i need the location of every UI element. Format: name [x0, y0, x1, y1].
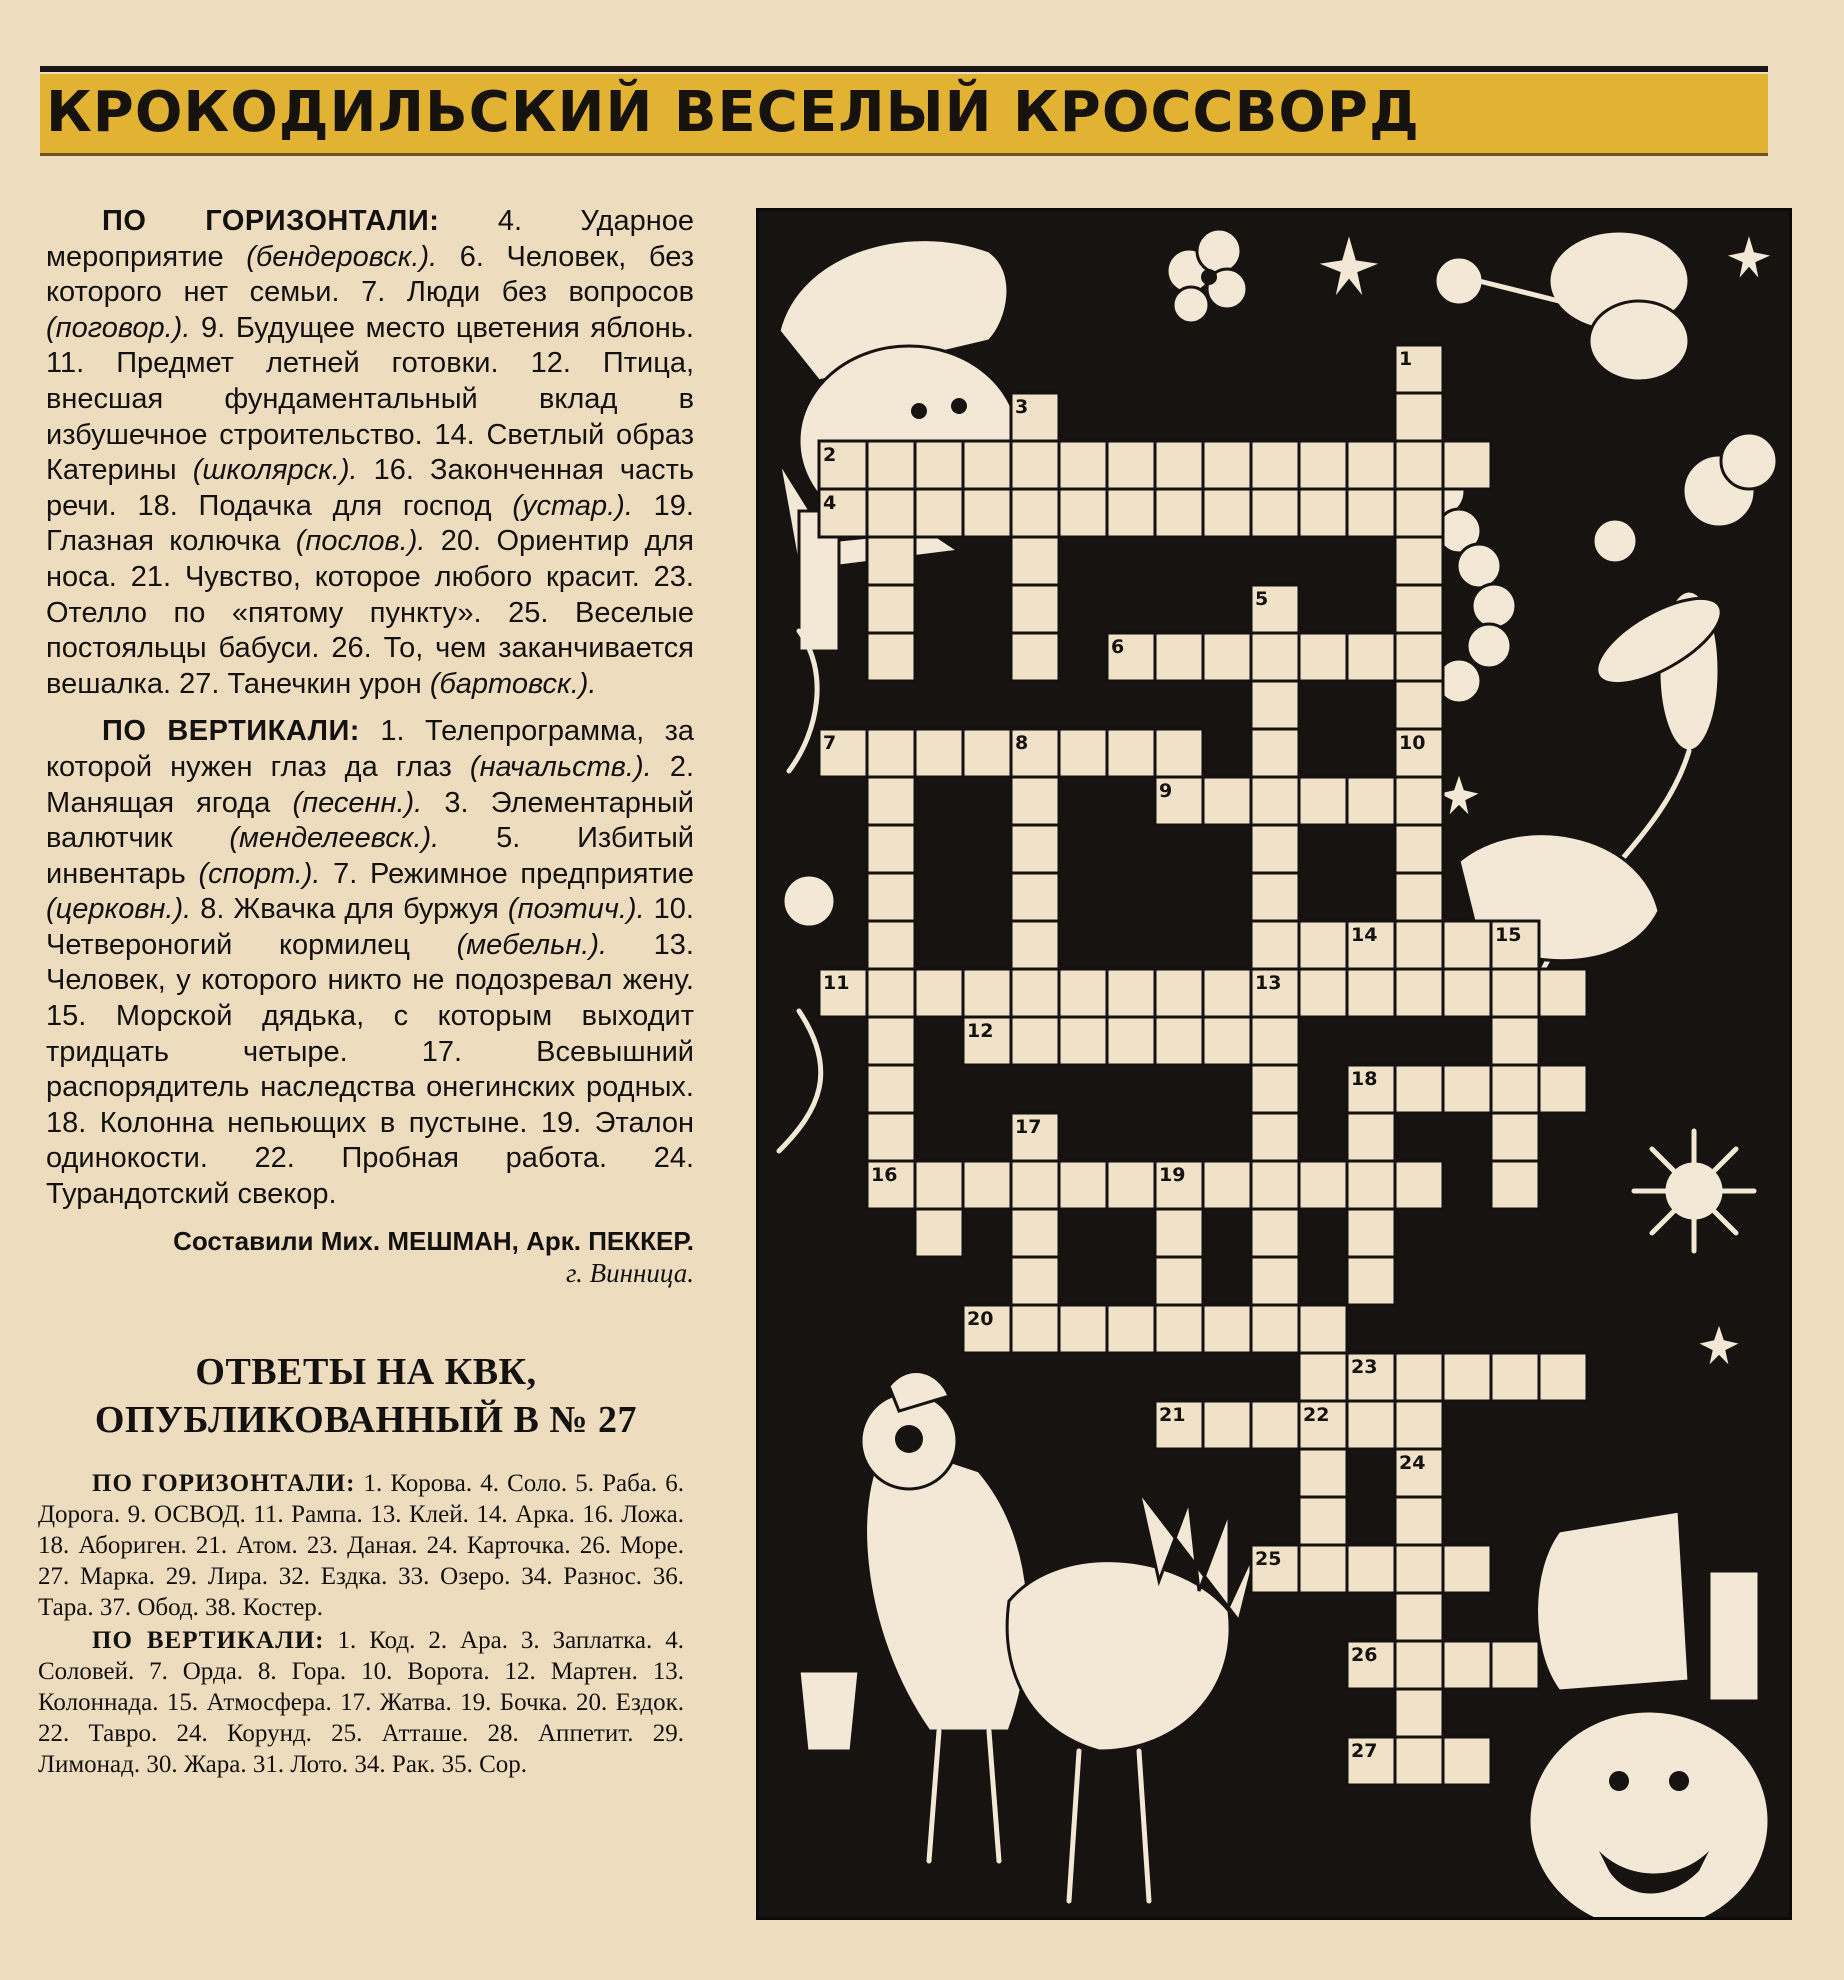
clue-text: Избитый инвентарь: [46, 822, 695, 890]
clue-number: 3.: [444, 786, 469, 819]
crossword-cell[interactable]: [915, 1161, 963, 1209]
clue-number: 21.: [130, 560, 172, 593]
crossword-cell[interactable]: [1011, 441, 1059, 489]
down-clue-8: [191, 893, 644, 925]
rooster-illustration: [861, 1372, 1029, 1861]
clue-note: (менделеевск.).: [229, 822, 440, 855]
clue-number: 7.: [361, 276, 386, 309]
crossword-cell[interactable]: [867, 729, 915, 777]
cell-number-19: 19: [1159, 1164, 1186, 1186]
crossword-cell[interactable]: [1107, 1017, 1155, 1065]
crossword-cell[interactable]: [867, 585, 915, 633]
crossword-cell[interactable]: [1107, 1161, 1155, 1209]
crossword-cell[interactable]: [1203, 633, 1251, 681]
crossword-cell[interactable]: [1155, 1209, 1203, 1257]
clue-number: 22.: [254, 1142, 295, 1175]
crossword-cell[interactable]: [915, 1209, 963, 1257]
crossword-cell[interactable]: [1443, 1737, 1491, 1785]
crossword-cell[interactable]: [1299, 489, 1347, 537]
crossword-cell[interactable]: [1395, 1065, 1443, 1113]
crossword-cell[interactable]: [1251, 1257, 1299, 1305]
crossword-cell[interactable]: [1059, 969, 1107, 1017]
clue-number: 24.: [653, 1142, 695, 1175]
crossword-cell[interactable]: [915, 489, 963, 537]
crossword-cell[interactable]: [1443, 1065, 1491, 1113]
across-clue-11: [46, 347, 499, 379]
crossword-panel: [756, 208, 1792, 1920]
crossword-cell[interactable]: [1347, 1401, 1395, 1449]
crossword-cell[interactable]: [1059, 441, 1107, 489]
clue-text: Чувство, которое любого красит.: [184, 560, 640, 593]
crossword-cell[interactable]: [1203, 1401, 1251, 1449]
down-clues: [46, 714, 694, 1212]
across-clue-27: [171, 668, 596, 700]
clue-text: Законченная часть речи.: [46, 454, 694, 522]
crossword-cell[interactable]: [1395, 1641, 1443, 1689]
cell-number-27: 27: [1351, 1740, 1378, 1762]
cell-number-18: 18: [1351, 1068, 1378, 1090]
clue-number: 5.: [496, 822, 521, 855]
clue-text: Птица, внесшая фундаментальный вклад в избушечное строительство.: [46, 347, 695, 451]
clue-note: (песенн.).: [292, 786, 423, 819]
clue-number: 9.: [201, 311, 226, 344]
crossword-cell[interactable]: [1011, 633, 1059, 681]
clue-number: 1.: [380, 715, 405, 748]
left-flower-illustrations: [779, 631, 835, 1151]
crossword-cell[interactable]: [1299, 441, 1347, 489]
crossword-cell[interactable]: [867, 969, 915, 1017]
clue-text: Подачка для господ: [198, 489, 492, 522]
crossword-cell[interactable]: [1251, 1065, 1299, 1113]
cell-number-16: 16: [871, 1164, 898, 1186]
clue-note: (церковн.).: [46, 893, 192, 926]
crossword-cell[interactable]: [1347, 1209, 1395, 1257]
clue-number: 8.: [200, 893, 225, 926]
cell-number-26: 26: [1351, 1644, 1378, 1666]
crossword-cell[interactable]: [1251, 729, 1299, 777]
crossword-cell[interactable]: [1443, 1353, 1491, 1401]
crossword-cell[interactable]: [1443, 1641, 1491, 1689]
cell-number-10: 10: [1399, 732, 1426, 754]
crossword-cell[interactable]: [1107, 489, 1155, 537]
cell-number-1: 1: [1399, 348, 1413, 370]
cell-number-14: 14: [1351, 924, 1378, 946]
clue-number: 7.: [333, 857, 358, 890]
crossword-cell[interactable]: [1251, 1305, 1299, 1353]
crossword-cell[interactable]: [1395, 681, 1443, 729]
crossword-cell[interactable]: [1011, 969, 1059, 1017]
crossword-cell[interactable]: [1299, 969, 1347, 1017]
cell-number-11: 11: [823, 972, 850, 994]
clue-text: Глазная колючка: [46, 525, 281, 558]
clue-text: Жвачка для буржуя: [233, 893, 499, 926]
crossword-cell[interactable]: [1251, 1113, 1299, 1161]
crossword-cell[interactable]: [1491, 1065, 1539, 1113]
crossword-cell[interactable]: [1539, 969, 1587, 1017]
crossword-cell[interactable]: [1059, 729, 1107, 777]
star-flower-illustration: [1634, 1131, 1754, 1251]
clue-number: 10.: [653, 893, 694, 926]
answers-across-heading: ПО ГОРИЗОНТАЛИ:: [92, 1470, 356, 1497]
title-band: [40, 74, 1768, 156]
crossword-cell[interactable]: [1011, 777, 1059, 825]
crossword-cell[interactable]: [1395, 825, 1443, 873]
clue-number: 25.: [508, 596, 549, 629]
cell-number-24: 24: [1399, 1452, 1426, 1474]
clue-text: Эталон одинокости.: [46, 1106, 694, 1175]
crossword-cell[interactable]: [1011, 1257, 1059, 1305]
crossword-cell[interactable]: [1395, 393, 1443, 441]
crossword-cell[interactable]: [1251, 489, 1299, 537]
clue-number: 19.: [653, 489, 694, 522]
crossword-cell[interactable]: [1011, 1209, 1059, 1257]
crossword-cell[interactable]: [1395, 969, 1443, 1017]
crossword-svg: [759, 211, 1792, 1920]
clue-text: Элементарный валютчик: [46, 786, 694, 855]
cell-number-5: 5: [1255, 588, 1269, 610]
crossword-cell[interactable]: [1395, 1689, 1443, 1737]
crossword-cell[interactable]: [1395, 633, 1443, 681]
clue-text: Четвероногий кормилец: [46, 928, 411, 961]
crossword-cell[interactable]: [1203, 489, 1251, 537]
crossword-cell[interactable]: [1011, 1305, 1059, 1353]
crossword-cell[interactable]: [1203, 1161, 1251, 1209]
crossword-cell[interactable]: [1011, 825, 1059, 873]
crossword-cell[interactable]: [1443, 969, 1491, 1017]
crossword-cell[interactable]: [1251, 1209, 1299, 1257]
clue-number: 16.: [373, 454, 414, 487]
clue-text: Морской дядька, с которым выходит тридцать четыре.: [46, 1000, 695, 1068]
cell-number-4: 4: [823, 492, 837, 514]
crossword-cell[interactable]: [1155, 1257, 1203, 1305]
down-clue-list: [46, 715, 694, 1210]
crossword-cell[interactable]: [1251, 1161, 1299, 1209]
title-rule: [40, 66, 1768, 72]
crossword-cell[interactable]: [1299, 1497, 1347, 1545]
cell-number-25: 25: [1255, 1548, 1282, 1570]
crossword-cell[interactable]: [1251, 921, 1299, 969]
crossword-cell[interactable]: [1491, 1113, 1539, 1161]
clue-number: 18.: [46, 1106, 87, 1139]
clue-text: Предмет летней готовки.: [116, 347, 499, 380]
clue-note: (начальств.).: [469, 750, 652, 783]
across-clue-9: [190, 312, 694, 344]
crossword-cell[interactable]: [1299, 1353, 1347, 1401]
clue-note: (устар.).: [512, 489, 633, 522]
crossword-cell[interactable]: [1251, 825, 1299, 873]
clue-number: 12.: [530, 347, 571, 380]
clue-note: (спорт.).: [198, 857, 321, 890]
crossword-cell[interactable]: [1011, 921, 1059, 969]
down-clue-22: [208, 1142, 607, 1174]
crossword-cell[interactable]: [1011, 1017, 1059, 1065]
crossword-cell[interactable]: [1203, 969, 1251, 1017]
crossword-cell[interactable]: [867, 537, 915, 585]
crossword-cell[interactable]: [1395, 1545, 1443, 1593]
bald-man-illustration: [1529, 1711, 1769, 1920]
clue-text: Режимное предприятие: [370, 857, 695, 890]
crossword-cell[interactable]: [1059, 1161, 1107, 1209]
crossword-cell[interactable]: [963, 489, 1011, 537]
clue-number: 15.: [46, 1000, 87, 1033]
crossword-cell[interactable]: [1491, 1353, 1539, 1401]
crossword-cell[interactable]: [1491, 1641, 1539, 1689]
crossword-cell[interactable]: [1395, 1497, 1443, 1545]
turkey-illustration: [1007, 1491, 1259, 1901]
down-heading: ПО ВЕРТИКАЛИ:: [102, 715, 360, 748]
clue-text: Телепрограмма, за которой нужен глаз да глаз: [46, 715, 694, 783]
clue-text: Колонна непьющих в пустыне.: [99, 1106, 528, 1139]
crossword-cell[interactable]: [1299, 1449, 1347, 1497]
crossword-cell[interactable]: [1203, 441, 1251, 489]
crossword-cell[interactable]: [867, 489, 915, 537]
crossword-cell[interactable]: [1155, 969, 1203, 1017]
crossword-cell[interactable]: [1347, 441, 1395, 489]
clue-text: Пробная работа.: [341, 1142, 608, 1175]
clue-text: Ударное мероприятие: [46, 205, 694, 273]
clue-note: (поговор.).: [46, 311, 191, 344]
down-clue-18: [46, 1107, 527, 1139]
clue-text: Отелло по «пятому пункту».: [46, 596, 482, 629]
answers-block: [38, 1468, 684, 1782]
crossword-cell[interactable]: [1203, 1305, 1251, 1353]
clue-number: 14.: [434, 418, 475, 451]
clue-text: Манящая ягода: [46, 786, 271, 819]
crossword-cell[interactable]: [1299, 777, 1347, 825]
crossword-cell[interactable]: [867, 825, 915, 873]
crossword-cell[interactable]: [1491, 1161, 1539, 1209]
crossword-cell[interactable]: [963, 1161, 1011, 1209]
crossword-cell[interactable]: [1395, 777, 1443, 825]
crossword-cell[interactable]: [1155, 729, 1203, 777]
crossword-cell[interactable]: [1347, 633, 1395, 681]
crossword-cell[interactable]: [1011, 537, 1059, 585]
clue-number: 23.: [653, 560, 694, 593]
clue-note: (мебельн.).: [456, 928, 608, 961]
bucket-illustration: [799, 1671, 859, 1751]
crossword-cell[interactable]: [1251, 1017, 1299, 1065]
clue-number: 20.: [440, 525, 482, 558]
crossword-cell[interactable]: [1251, 633, 1299, 681]
crossword-cell[interactable]: [1251, 873, 1299, 921]
clue-number: 13.: [653, 928, 694, 961]
across-clue-list: [46, 205, 694, 700]
crossword-cell[interactable]: [915, 441, 963, 489]
crossword-cell[interactable]: [1011, 873, 1059, 921]
crossword-cell[interactable]: [1539, 1065, 1587, 1113]
crossword-cell[interactable]: [1395, 1593, 1443, 1641]
clues-column: [46, 204, 694, 1289]
clue-number: 11.: [46, 347, 85, 380]
crossword-cell[interactable]: [1395, 873, 1443, 921]
answers-across-text: 1. Корова. 4. Соло. 5. Раба. 6. Дорога. 9. ОСВОД. 11. Рампа. 13. Клей. 14. Арка. 16. Ложа. 18. Абориген. 21. Атом. 23. Даная. 24. Карточка. 26. Море. 27. Марка. 29. Лира. 32. Ездка. 33. Озеро. 34. Разнос. 36. Тара. 37. Обод. 38. Костер.: [38, 1470, 685, 1621]
crossword-cell[interactable]: [1155, 633, 1203, 681]
crossword-cell[interactable]: [1203, 1017, 1251, 1065]
crossword-cell[interactable]: [1299, 921, 1347, 969]
crossword-cell[interactable]: [1299, 633, 1347, 681]
answers-down-heading: ПО ВЕРТИКАЛИ:: [92, 1627, 325, 1654]
crossword-cell[interactable]: [963, 969, 1011, 1017]
crossword-cell[interactable]: [1443, 1545, 1491, 1593]
crossword-cell[interactable]: [1347, 777, 1395, 825]
crossword-cell[interactable]: [1251, 777, 1299, 825]
crossword-cell[interactable]: [1011, 585, 1059, 633]
across-clue-18: [117, 490, 633, 522]
flower-illustration-top: [1167, 229, 1247, 323]
crossword-cell[interactable]: [1059, 1305, 1107, 1353]
crossword-cell[interactable]: [915, 729, 963, 777]
answers-title: [36, 1348, 696, 1444]
clue-number: 27.: [179, 667, 220, 700]
crossword-cell[interactable]: [867, 1113, 915, 1161]
cell-number-2: 2: [823, 444, 837, 466]
clue-text: Человек, без которого нет семьи.: [46, 240, 694, 309]
crossword-cell[interactable]: [1155, 1305, 1203, 1353]
clue-number: 2.: [669, 750, 694, 783]
crossword-cell[interactable]: [1299, 1545, 1347, 1593]
clue-text: Танечкин урон: [227, 667, 422, 700]
crossword-cell[interactable]: [1395, 441, 1443, 489]
across-clues: [46, 204, 694, 702]
across-clue-21: [117, 561, 640, 593]
crossword-cell[interactable]: [1347, 969, 1395, 1017]
cell-number-8: 8: [1015, 732, 1029, 754]
clue-text: Веселые постояльцы бабуси.: [46, 596, 695, 665]
cell-number-20: 20: [967, 1308, 994, 1330]
clue-text: Люди без вопросов: [406, 276, 694, 309]
cell-number-9: 9: [1159, 780, 1173, 802]
crossword-cell[interactable]: [1203, 777, 1251, 825]
crossword-cell[interactable]: [1395, 921, 1443, 969]
crossword-cell[interactable]: [1251, 1401, 1299, 1449]
clue-note: (послов.).: [295, 525, 426, 558]
crossword-cell[interactable]: [1251, 681, 1299, 729]
clue-number: 26.: [331, 632, 372, 665]
answers-down: [38, 1625, 684, 1780]
crossword-cell[interactable]: [1443, 921, 1491, 969]
clue-text: Всевышний распорядитель наследства онегинских родных.: [46, 1035, 695, 1104]
crossword-cell[interactable]: [1107, 969, 1155, 1017]
crossword-cell[interactable]: [963, 441, 1011, 489]
crossword-cell[interactable]: [1395, 1353, 1443, 1401]
clue-text: То, чем заканчивается вешалка.: [46, 632, 694, 700]
answers-title-line-2: ОПУБЛИКОВАННЫЙ В № 27: [94, 1399, 638, 1441]
clue-number: 18.: [137, 489, 178, 522]
crossword-cell[interactable]: [1395, 489, 1443, 537]
cell-number-23: 23: [1351, 1356, 1378, 1378]
crossword-cell[interactable]: [867, 921, 915, 969]
crossword-cell[interactable]: [1155, 1017, 1203, 1065]
clue-text: Человек, у которого никто не подозревал жену.: [46, 964, 694, 997]
crossword-cell[interactable]: [867, 441, 915, 489]
crossword-cell[interactable]: [867, 1065, 915, 1113]
crossword-cell[interactable]: [867, 777, 915, 825]
cell-number-6: 6: [1111, 636, 1125, 658]
clue-note: (поэтич.).: [507, 893, 645, 926]
crossword-cell[interactable]: [1299, 1305, 1347, 1353]
crossword-cell[interactable]: [1395, 537, 1443, 585]
clue-text: Турандотский свекор.: [46, 1178, 337, 1211]
clue-text: Светлый образ Катерины: [46, 418, 694, 487]
clue-note: (бендеровск.).: [246, 240, 438, 273]
crossword-cell[interactable]: [1347, 1113, 1395, 1161]
crossword-cell[interactable]: [1155, 489, 1203, 537]
crossword-cell[interactable]: [1155, 441, 1203, 489]
crossword-cell[interactable]: [1059, 489, 1107, 537]
answers-across: [38, 1468, 684, 1623]
page-title: КРОКОДИЛЬСКИЙ ВЕСЕЛЫЙ КРОССВОРД: [46, 80, 1420, 145]
across-heading: ПО ГОРИЗОНТАЛИ:: [102, 205, 440, 237]
cell-number-17: 17: [1015, 1116, 1042, 1138]
clue-number: 19.: [540, 1106, 582, 1139]
crossword-cell[interactable]: [1107, 441, 1155, 489]
clue-note: (школярск.).: [192, 454, 358, 487]
crossword-cell[interactable]: [1347, 1161, 1395, 1209]
crossword-cell[interactable]: [1347, 1545, 1395, 1593]
crossword-cell[interactable]: [867, 1017, 915, 1065]
answers-down-text: 1. Код. 2. Ара. 3. Заплатка. 4. Соловей. 7. Орда. 8. Гора. 10. Ворота. 12. Мартен. 13. Колоннада. 15. Атмосфера. 17. Жатва. 19. Бочка. 20. Ездок. 22. Тавро. 24. Корунд. 25. Атташе. 28. Аппетит. 29. Лимонад. 30. Жара. 31. Лото. 34. Рак. 35. Сор.: [38, 1627, 684, 1778]
fist-illustration: [1537, 1511, 1760, 1701]
crossword-cell[interactable]: [1011, 1161, 1059, 1209]
answers-title-line-1: ОТВЕТЫ НА КВК,: [195, 1351, 537, 1393]
crossword-cell[interactable]: [1347, 1257, 1395, 1305]
crossword-cell[interactable]: [1443, 441, 1491, 489]
crossword-cell[interactable]: [867, 873, 915, 921]
clue-number: 6.: [459, 240, 484, 273]
crossword-cell[interactable]: [1299, 1161, 1347, 1209]
cell-number-12: 12: [967, 1020, 994, 1042]
crossword-cell[interactable]: [1107, 729, 1155, 777]
cell-number-13: 13: [1255, 972, 1282, 994]
crossword-cell[interactable]: [963, 729, 1011, 777]
crossword-cell[interactable]: [1395, 1161, 1443, 1209]
cell-number-15: 15: [1495, 924, 1522, 946]
cell-number-7: 7: [823, 732, 837, 754]
crossword-cell[interactable]: [1395, 1401, 1443, 1449]
clue-number: 4.: [497, 205, 522, 237]
crossword-cell[interactable]: [915, 969, 963, 1017]
cell-number-3: 3: [1015, 396, 1029, 418]
crossword-cell[interactable]: [1107, 1305, 1155, 1353]
authors-city: г. Винница.: [565, 1257, 694, 1288]
crossword-cell[interactable]: [1251, 441, 1299, 489]
authors-credit: Составили Мих. МЕШМАН, Арк. ПЕККЕР.: [173, 1225, 694, 1256]
cell-number-21: 21: [1159, 1404, 1186, 1426]
crossword-cell[interactable]: [1347, 489, 1395, 537]
clue-text: Будущее место цветения яблонь.: [235, 311, 694, 344]
clue-note: (бартовск.).: [429, 667, 597, 700]
cell-number-22: 22: [1303, 1404, 1330, 1426]
crossword-cell[interactable]: [1539, 1353, 1587, 1401]
crossword-cell[interactable]: [1395, 1737, 1443, 1785]
bug-illustration: [1435, 231, 1689, 381]
crossword-cell[interactable]: [1491, 969, 1539, 1017]
crossword-cell[interactable]: [867, 633, 915, 681]
crossword-cell[interactable]: [1395, 585, 1443, 633]
crossword-cell[interactable]: [1059, 1017, 1107, 1065]
clue-number: 17.: [421, 1035, 463, 1068]
crossword-cell[interactable]: [1011, 489, 1059, 537]
crossword-cell[interactable]: [1491, 1017, 1539, 1065]
clue-text: Ориентир для носа.: [46, 525, 694, 593]
